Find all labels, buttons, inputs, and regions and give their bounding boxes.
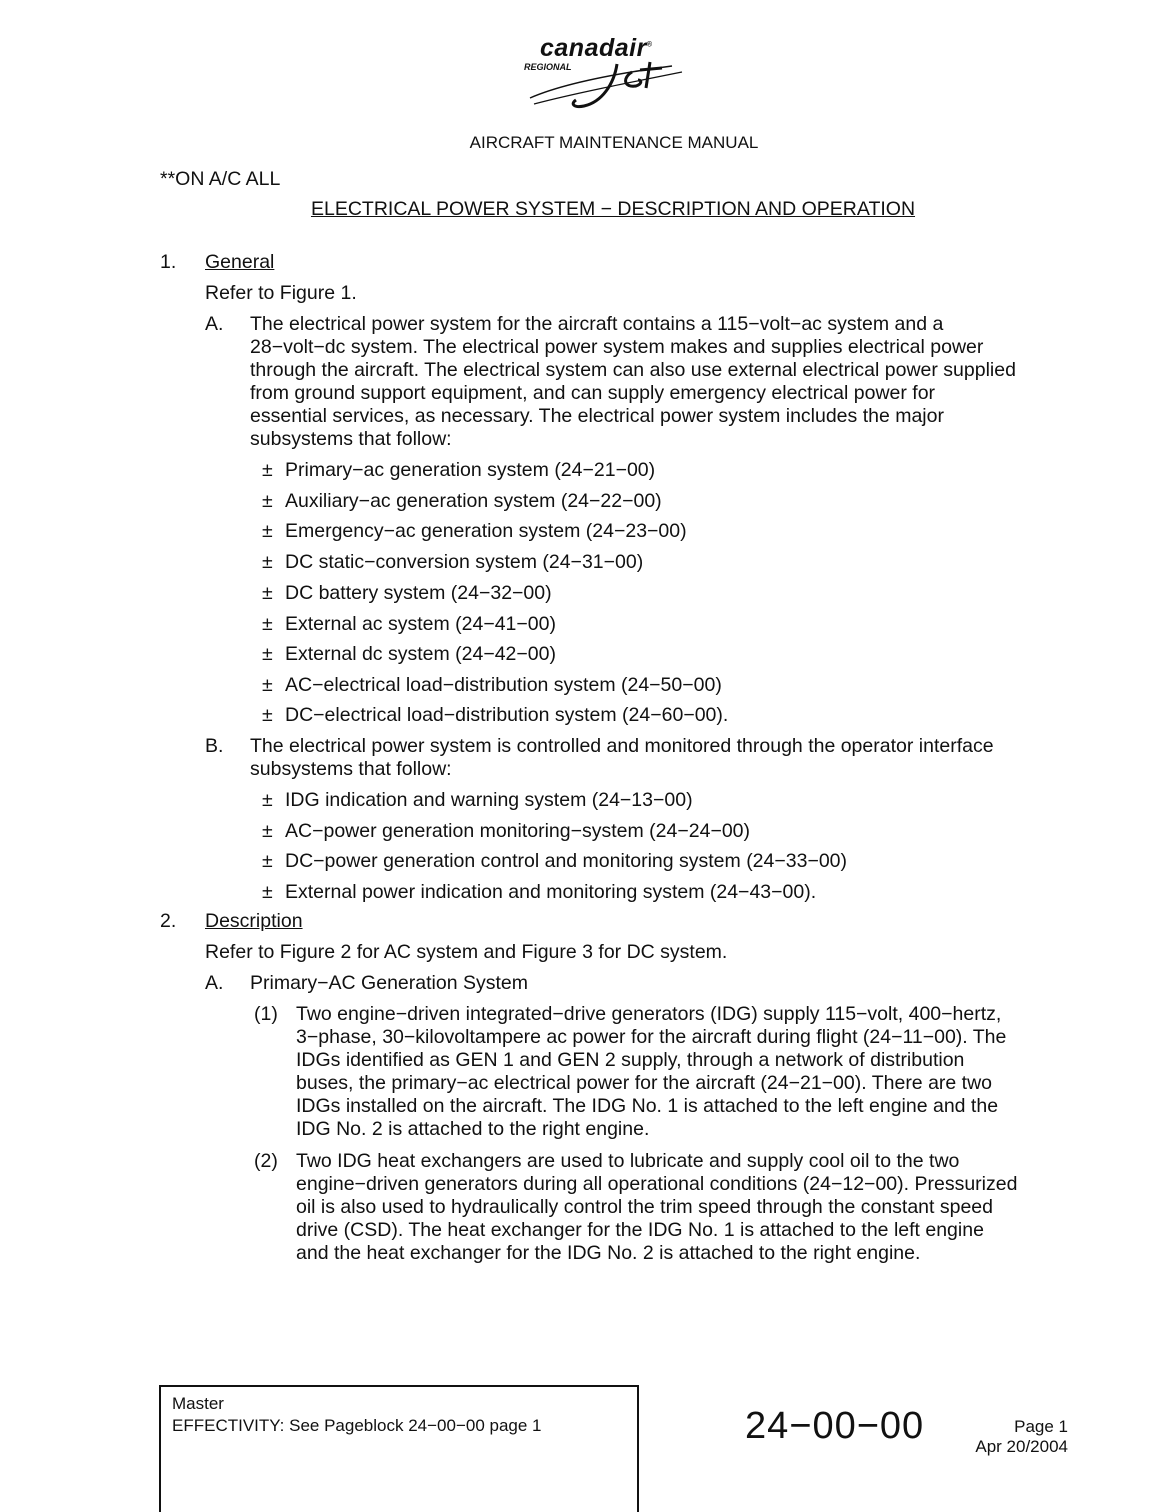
list-item: External dc system (24−42−00) [285, 643, 556, 665]
list-item: DC battery system (24−32−00) [285, 582, 552, 604]
bullet-symbol: ± [262, 613, 273, 635]
bullet-symbol: ± [262, 643, 273, 665]
bullet-symbol: ± [262, 674, 273, 696]
figure-reference: Refer to Figure 2 for AC system and Figure 3 for DC system. [205, 941, 728, 963]
canadair-regional-jet-logo [522, 32, 712, 110]
section-heading-description: Description [205, 910, 303, 932]
bullet-symbol: ± [262, 704, 273, 726]
revision-date: Apr 20/2004 [975, 1437, 1068, 1456]
page-number: Page 1 [1014, 1417, 1068, 1436]
list-item: Auxiliary−ac generation system (24−22−00) [285, 490, 662, 512]
list-item: AC−electrical load−distribution system (24−50−00) [285, 674, 722, 696]
subsection-heading: Primary−AC Generation System [250, 972, 528, 994]
list-item: DC−electrical load−distribution system (24−60−00). [285, 704, 729, 726]
paragraph-line: 3−phase, 30−kilovoltampere ac power for the aircraft during flight (24−11−00). The [296, 1026, 1007, 1048]
section-heading-general: General [205, 251, 275, 273]
subsection-letter: A. [205, 972, 224, 994]
bullet-symbol: ± [262, 520, 273, 542]
bullet-symbol: ± [262, 582, 273, 604]
subsection-letter: B. [205, 735, 224, 757]
logo-regional-label: REGIONAL [524, 62, 572, 72]
paragraph-line: The electrical power system is controlled and monitored through the operator interface [250, 735, 994, 757]
paragraph-line: engine−driven generators during all operational conditions (24−12−00). Pressurized [296, 1173, 1018, 1195]
list-item: IDG indication and warning system (24−13−00) [285, 789, 693, 811]
paragraph-line: Two engine−driven integrated−drive generators (IDG) supply 115−volt, 400−hertz, [296, 1003, 1002, 1025]
list-item: External power indication and monitoring system (24−43−00). [285, 881, 817, 903]
paragraph-line: The electrical power system for the aircraft contains a 115−volt−ac system and a [250, 313, 944, 335]
paragraph-line: Two IDG heat exchangers are used to lubricate and supply cool oil to the two [296, 1150, 960, 1172]
section-number: 1. [160, 251, 177, 273]
paragraph-line: IDGs installed on the aircraft. The IDG No. 1 is attached to the left engine and the [296, 1095, 999, 1117]
section-number: 2. [160, 910, 177, 932]
paragraph-line: from ground support equipment, and can supply emergency electrical power for [250, 382, 936, 404]
effectivity-header: **ON A/C ALL [160, 168, 281, 190]
paragraph-line: buses, the primary−ac electrical power for the aircraft (24−21−00). There are two [296, 1072, 993, 1094]
paragraph-line: IDG No. 2 is attached to the right engine. [296, 1118, 650, 1140]
bullet-symbol: ± [262, 490, 273, 512]
footer-effectivity: EFFECTIVITY: See Pageblock 24−00−00 page 1 [172, 1416, 542, 1435]
paragraph-line: essential services, as necessary. The electrical power system includes the major [250, 405, 944, 427]
paragraph-line: subsystems that follow: [250, 428, 452, 450]
figure-reference: Refer to Figure 1. [205, 282, 357, 304]
footer-master-label: Master [172, 1394, 224, 1413]
document-title: ELECTRICAL POWER SYSTEM − DESCRIPTION AND OPERATION [310, 198, 916, 220]
bullet-symbol: ± [262, 789, 273, 811]
list-item: DC static−conversion system (24−31−00) [285, 551, 644, 573]
paragraph-line: oil is also used to hydraulically control the trim speed through the constant speed [296, 1196, 993, 1218]
paragraph-line: drive (CSD). The heat exchanger for the IDG No. 1 is attached to the left engine [296, 1219, 984, 1241]
bullet-symbol: ± [262, 551, 273, 573]
paragraph-number: (1) [254, 1003, 278, 1025]
bullet-symbol: ± [262, 881, 273, 903]
list-item: Emergency−ac generation system (24−23−00) [285, 520, 687, 542]
list-item: DC−power generation control and monitoring system (24−33−00) [285, 850, 848, 872]
effectivity-box [159, 1385, 639, 1512]
list-item: Primary−ac generation system (24−21−00) [285, 459, 656, 481]
paragraph-line: IDGs identified as GEN 1 and GEN 2 supply, through a network of distribution [296, 1049, 965, 1071]
list-item: AC−power generation monitoring−system (24−24−00) [285, 820, 751, 842]
paragraph-number: (2) [254, 1150, 278, 1172]
paragraph-line: subsystems that follow: [250, 758, 452, 780]
paragraph-line: and the heat exchanger for the IDG No. 2 is attached to the right engine. [296, 1242, 921, 1264]
paragraph-line: through the aircraft. The electrical system can also use external electrical power supplied [250, 359, 1016, 381]
logo-wordmark: canadair® [540, 34, 653, 62]
manual-title: AIRCRAFT MAINTENANCE MANUAL [469, 133, 759, 152]
list-item: External ac system (24−41−00) [285, 613, 556, 635]
bullet-symbol: ± [262, 820, 273, 842]
bullet-symbol: ± [262, 459, 273, 481]
subsection-letter: A. [205, 313, 224, 335]
chapter-code: 24−00−00 [745, 1405, 925, 1447]
logo-jet-swoosh-icon [522, 54, 712, 110]
paragraph-line: 28−volt−dc system. The electrical power system makes and supplies electrical power [250, 336, 984, 358]
bullet-symbol: ± [262, 850, 273, 872]
